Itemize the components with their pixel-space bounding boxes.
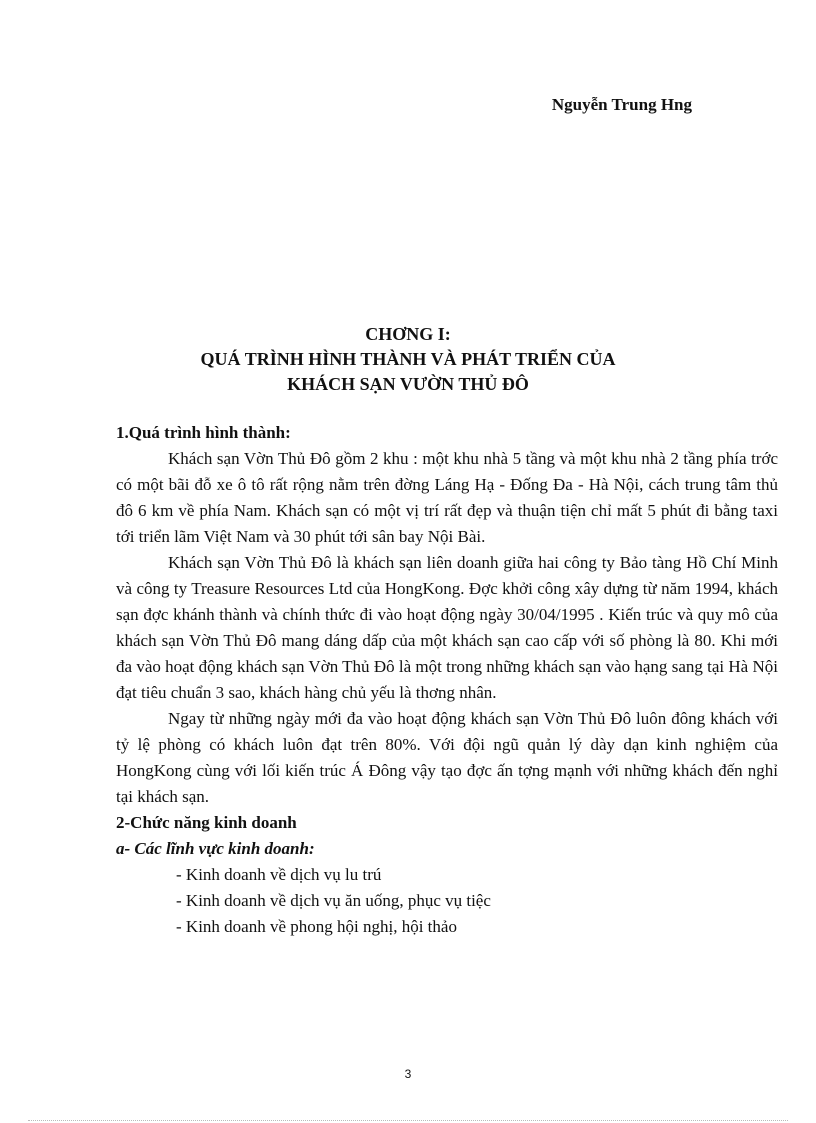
section-2a-heading: a- Các lĩnh vực kinh doanh: bbox=[116, 839, 315, 858]
page-bottom-divider bbox=[28, 1120, 788, 1121]
page-number: 3 bbox=[404, 1067, 412, 1081]
author-name: Nguyễn Trung Hng bbox=[551, 95, 692, 114]
chapter-heading bbox=[0, 322, 816, 397]
section-1-paragraph-3: Ngay từ những ngày mới đa vào hoạt động khách sạn Vờn Thủ Đô luôn đông khách với tỷ lệ phòng có khách luôn đạt trên 80%. Với đội ngũ quản lý dày dạn kinh nghiệm của HongKong cùng với lối kiến trúc Á Đông vậy tạo đợc ấn tợng mạnh với những khách đến nghỉ tại khách sạn. bbox=[116, 709, 778, 806]
chapter-title-line-2: KHÁCH SẠN VƯỜN THỦ ĐÔ bbox=[287, 374, 529, 394]
list-item: - Kinh doanh về phong hội nghị, hội thảo bbox=[176, 917, 457, 936]
list-item: - Kinh doanh về dịch vụ lu trú bbox=[176, 865, 382, 884]
chapter-title-line-1: QUÁ TRÌNH HÌNH THÀNH VÀ PHÁT TRIỂN CỦA bbox=[200, 349, 616, 369]
section-1-paragraph-2: Khách sạn Vờn Thủ Đô là khách sạn liên doanh giữa hai công ty Bảo tàng Hồ Chí Minh và công ty Treasure Resources Ltd của HongKong. Đợc khởi công xây dựng từ năm 1994, khách sạn đợc khánh thành và chính thức đi vào hoạt động ngày 30/04/1995 . Kiến trúc và quy mô của khách sạn Vờn Thủ Đô mang dáng dấp của một khách sạn cao cấp với số phòng là 80. Khi mới đa vào hoạt động khách sạn Vờn Thủ Đô là một trong những khách sạn vào hạng sang tại Hà Nội đạt tiêu chuẩn 3 sao, khách hàng chủ yếu là thơng nhân. bbox=[116, 553, 778, 702]
list-item: - Kinh doanh về dịch vụ ăn uống, phục vụ tiệc bbox=[176, 891, 491, 910]
body-text bbox=[116, 420, 778, 940]
section-2-heading: 2-Chức năng kinh doanh bbox=[116, 813, 297, 832]
section-1-paragraph-1: Khách sạn Vờn Thủ Đô gồm 2 khu : một khu nhà 5 tầng và một khu nhà 2 tầng phía trớc có một bãi đỗ xe ô tô rất rộng nằm trên đờng Láng Hạ - Đống Đa - Hà Nội, cách trung tâm thủ đô 6 km về phía Nam. Khách sạn có một vị trí rất đẹp và thuận tiện chỉ mất 5 phút đi bằng taxi tới triển lãm Việt Nam và 30 phút tới sân bay Nội Bài. bbox=[116, 449, 778, 546]
section-1-heading: 1.Quá trình hình thành: bbox=[116, 423, 291, 442]
chapter-label: CHƠNG I: bbox=[365, 324, 451, 344]
